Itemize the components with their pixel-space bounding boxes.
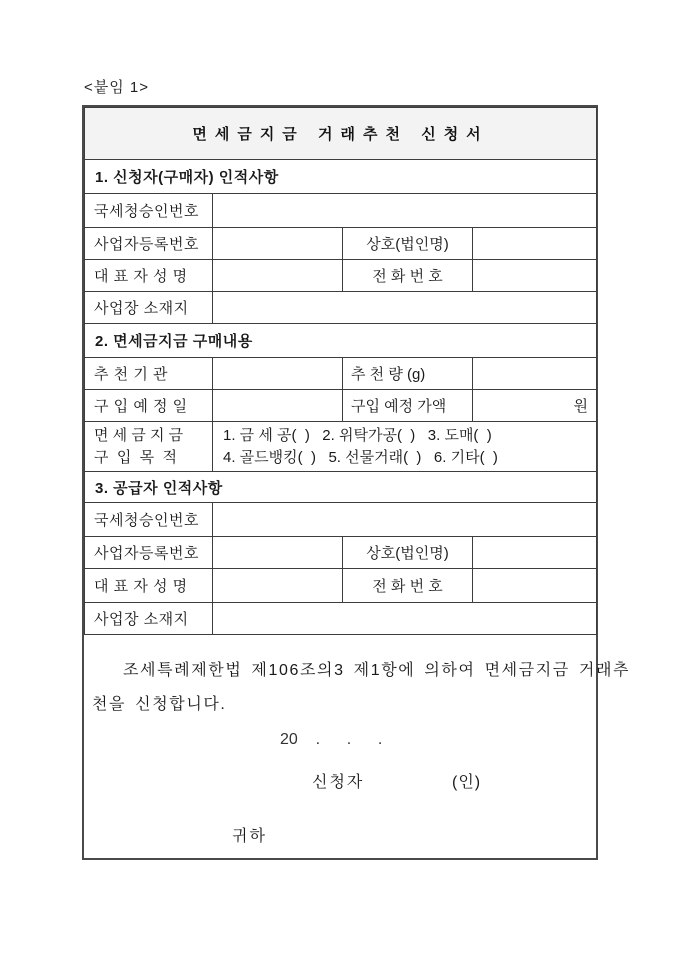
- applicant-signature-label: 신청자: [312, 774, 365, 791]
- s3-nts-approval-number-label: 국세청승인번호: [85, 503, 213, 537]
- s3-representative-name-label: 대 표 자 성 명: [85, 569, 213, 603]
- s2-planned-purchase-date-label: 구 입 예 정 일: [85, 390, 213, 422]
- declaration-area: [84, 635, 631, 861]
- application-form: [82, 105, 631, 860]
- s2-planned-purchase-amount-label: 구입 예정 가액: [343, 390, 473, 422]
- s1-business-address-value: [213, 292, 597, 324]
- s3-representative-name-value: [213, 569, 343, 603]
- attachment-label: <붙임 1>: [84, 79, 150, 96]
- s2-purchase-purpose-label-line1: 면 세 금 지 금: [94, 426, 184, 444]
- s1-company-name-value: [473, 228, 597, 260]
- section2-heading: 2. 면세금지금 구매내용: [85, 324, 597, 358]
- s1-nts-approval-number-value: [213, 194, 597, 228]
- s1-company-name-label: 상호(법인명): [343, 228, 473, 260]
- s2-purchase-purpose-options: [213, 422, 597, 472]
- s3-phone-number-value: [473, 569, 597, 603]
- s3-nts-approval-number-value: [213, 503, 597, 537]
- seal-placeholder: (인): [452, 774, 482, 791]
- s1-representative-name-value: [213, 260, 343, 292]
- s2-purpose-options-line1: 1. 금 세 공( ) 2. 위탁가공( ) 3. 도매( ): [223, 426, 492, 444]
- s2-planned-purchase-date-value: [213, 390, 343, 422]
- s3-business-reg-number-value: [213, 537, 343, 569]
- s3-phone-number-label: 전 화 번 호: [343, 569, 473, 603]
- s2-purchase-purpose-label: [85, 422, 213, 472]
- s2-planned-purchase-amount-unit: 원: [473, 390, 597, 422]
- application-form-table: [84, 107, 597, 635]
- s1-phone-number-label: 전 화 번 호: [343, 260, 473, 292]
- s1-business-reg-number-value: [213, 228, 343, 260]
- section3-heading: 3. 공급자 인적사항: [85, 472, 597, 503]
- s1-business-reg-number-label: 사업자등록번호: [85, 228, 213, 260]
- s2-recommending-agency-value: [213, 358, 343, 390]
- s2-purpose-options-line2: 4. 골드뱅킹( ) 5. 선물거래( ) 6. 기타( ): [223, 448, 498, 466]
- section1-heading: 1. 신청자(구매자) 인적사항: [85, 160, 597, 194]
- s3-business-reg-number-label: 사업자등록번호: [85, 537, 213, 569]
- s1-nts-approval-number-label: 국세청승인번호: [85, 194, 213, 228]
- recipient-honorific: 귀하: [232, 828, 267, 845]
- form-title: 면세금지금 거래추천 신청서: [85, 108, 597, 160]
- s2-purchase-purpose-label-line2: 구 입 목 적: [94, 448, 177, 466]
- s1-phone-number-value: [473, 260, 597, 292]
- s3-business-address-label: 사업장 소재지: [85, 603, 213, 635]
- declaration-text-line2: 천을 신청합니다.: [92, 696, 227, 713]
- date-blank-line: 20 . . .: [280, 731, 383, 748]
- s2-recommended-quantity-value: [473, 358, 597, 390]
- s1-representative-name-label: 대 표 자 성 명: [85, 260, 213, 292]
- s3-company-name-label: 상호(법인명): [343, 537, 473, 569]
- s3-company-name-value: [473, 537, 597, 569]
- s3-business-address-value: [213, 603, 597, 635]
- s2-recommended-quantity-label: 추 천 량 (g): [343, 358, 473, 390]
- declaration-text-line1: 조세특례제한법 제106조의3 제1항에 의하여 면세금지금 거래추: [123, 662, 631, 679]
- s2-recommending-agency-label: 추 천 기 관: [85, 358, 213, 390]
- s1-business-address-label: 사업장 소재지: [85, 292, 213, 324]
